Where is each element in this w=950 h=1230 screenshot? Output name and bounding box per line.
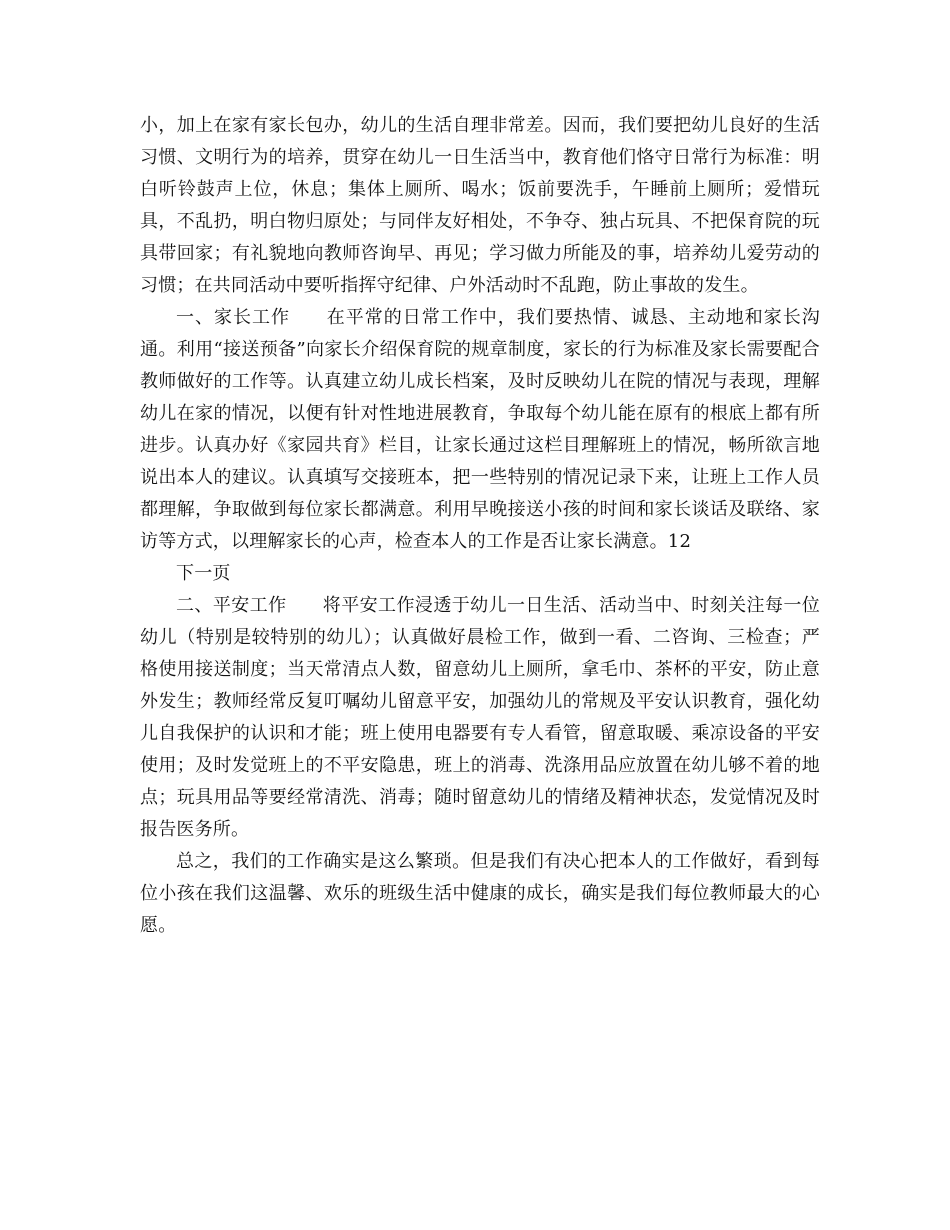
section-heading-parent-work: 一、家长工作 bbox=[176, 307, 290, 328]
paragraph-parent-work bbox=[140, 302, 820, 590]
paragraph-conclusion bbox=[140, 846, 820, 942]
next-page-link[interactable]: 下一页 bbox=[176, 563, 231, 584]
paragraph-text: 小，加上在家有家长包办，幼儿的生活自理非常差。因而，我们要把幼儿良好的生活习惯、文明行为的培养，贯穿在幼儿一日生活当中，教育他们恪守日常行为标准：明白听铃鼓声上位，休息；集体上厕所、喝水；饭前要洗手，午睡前上厕所；爱惜玩具，不乱扔，明白物归原处；与同伴友好相处，不争夺、独占玩具、不把保育院的玩具带回家；有礼貌地向教师咨询早、再见；学习做力所能及的事，培养幼儿爱劳动的习惯；在共同活动中要听指挥守纪律、户外活动时不乱跑，防止事故的发生。 bbox=[140, 115, 820, 296]
paragraph-safety-work bbox=[140, 590, 820, 846]
paragraph-text: 在平常的日常工作中，我们要热情、诚恳、主动地和家长沟通。利用“接送预备”向家长介绍保育院的规章制度，家长的行为标准及家长需要配合教师做好的工作等。认真建立幼儿成长档案，及时反映幼儿在院的情况与表现，理解幼儿在家的情况，以便有针对性地进展教育，争取每个幼儿能在原有的根底上都有所进步。认真办好《家园共育》栏目，让家长通过这栏目理解班上的情况，畅所欲言地说出本人的建议。认真填写交接班本，把一些特别的情况记录下来，让班上工作人员都理解，争取做到每位家长都满意。利用早晚接送小孩的时间和家长谈话及联络、家访等方式，以理解家长的心声，检查本人的工作是否让家长满意。12 bbox=[140, 307, 820, 552]
document-body bbox=[140, 110, 820, 942]
paragraph-continuation bbox=[140, 110, 820, 302]
paragraph-text: 总之，我们的工作确实是这么繁琐。但是我们有决心把本人的工作做好，看到每位小孩在我们这温馨、欢乐的班级生活中健康的成长，确实是我们每位教师最大的心愿。 bbox=[140, 851, 820, 936]
paragraph-text: 将平安工作浸透于幼儿一日生活、活动当中、时刻关注每一位幼儿（特别是较特别的幼儿）；认真做好晨检工作，做到一看、二咨询、三检查；严格使用接送制度；当天常清点人数，留意幼儿上厕所，拿毛巾、茶杯的平安，防止意外发生；教师经常反复叮嘱幼儿留意平安，加强幼儿的常规及平安认识教育，强化幼儿自我保护的认识和才能；班上使用电器要有专人看管，留意取暖、乘凉设备的平安使用；及时发觉班上的不平安隐患，班上的消毒、洗涤用品应放置在幼儿够不着的地点；玩具用品等要经常清洗、消毒；随时留意幼儿的情绪及精神状态，发觉情况及时报告医务所。 bbox=[140, 595, 820, 840]
section-heading-safety-work: 二、平安工作 bbox=[176, 595, 287, 616]
